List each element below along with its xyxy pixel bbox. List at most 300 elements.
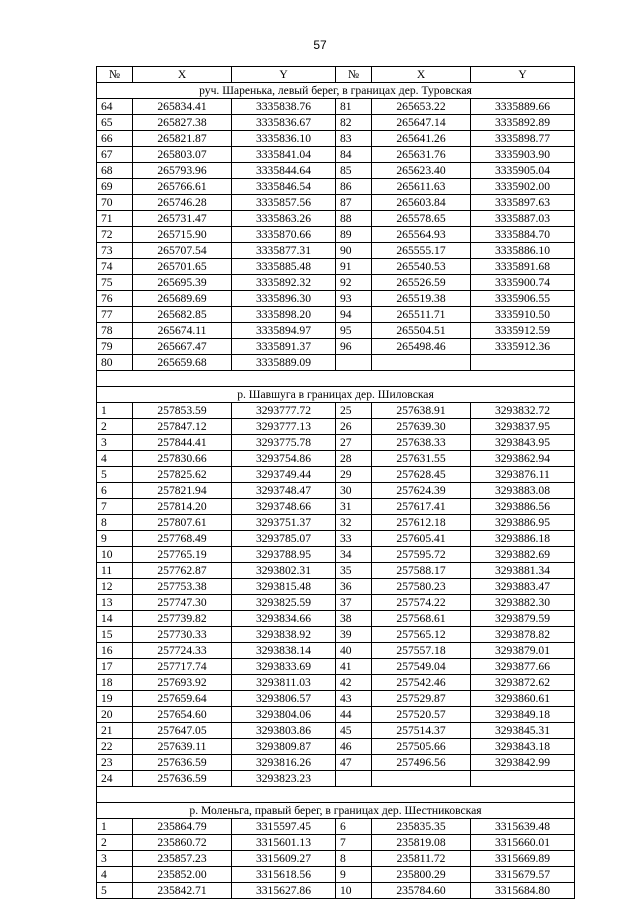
cell-right-y: 3293842.99 [471,755,575,771]
table-row [97,611,575,627]
cell-right-number: 26 [336,419,372,435]
cell-left-x: 265674.11 [133,323,232,339]
cell-right-x: 265653.22 [372,99,471,115]
cell-right-x: 265519.38 [372,291,471,307]
cell-left-y: 3315601.13 [232,835,336,851]
cell-right-x: 265603.84 [372,195,471,211]
table-row [97,435,575,451]
cell-left-number: 2 [97,835,133,851]
section-title: р. Моленьга, правый берег, в границах дер. Шестниковская [97,803,575,819]
cell-right-y: 3293882.30 [471,595,575,611]
cell-left-x: 265682.85 [133,307,232,323]
cell-right-y: 3335892.89 [471,115,575,131]
cell-right-number: 92 [336,275,372,291]
cell-right-number: 29 [336,467,372,483]
cell-right-number: 37 [336,595,372,611]
cell-right-x: 257605.41 [372,531,471,547]
cell-right-number: 85 [336,163,372,179]
cell-left-number: 1 [97,819,133,835]
cell-right-y: 3293886.56 [471,499,575,515]
cell-left-y: 3293748.47 [232,483,336,499]
cell-right-number: 6 [336,819,372,835]
cell-left-y: 3293751.37 [232,515,336,531]
cell-left-x: 235842.71 [133,883,232,899]
cell-left-x: 265793.96 [133,163,232,179]
cell-left-x: 257730.33 [133,627,232,643]
cell-left-y: 3315618.56 [232,867,336,883]
cell-left-x: 257762.87 [133,563,232,579]
cell-right-y: 3293860.61 [471,691,575,707]
cell-left-y: 3293816.26 [232,755,336,771]
cell-right-number: 87 [336,195,372,211]
cell-left-x: 265695.39 [133,275,232,291]
cell-left-x: 257739.82 [133,611,232,627]
table-row [97,707,575,723]
table-row [97,531,575,547]
cell-right-x: 257612.18 [372,515,471,531]
table-row [97,851,575,867]
cell-right-number: 34 [336,547,372,563]
cell-left-y: 3335894.97 [232,323,336,339]
cell-left-number: 22 [97,739,133,755]
cell-right-y: 3293837.95 [471,419,575,435]
cell-left-number: 9 [97,531,133,547]
header-row [97,67,575,83]
cell-right-number: 83 [336,131,372,147]
cell-left-number: 3 [97,851,133,867]
cell-left-x: 265766.61 [133,179,232,195]
table-row [97,339,575,355]
table-row [97,291,575,307]
table-row [97,579,575,595]
section-title: р. Шавшуга в границах дер. Шиловская [97,387,575,403]
cell-left-y: 3293777.13 [232,419,336,435]
cell-right-x: 257580.23 [372,579,471,595]
cell-right-number: 84 [336,147,372,163]
cell-left-x: 257636.59 [133,755,232,771]
table-row [97,627,575,643]
cell-left-y: 3335891.37 [232,339,336,355]
cell-right-y: 3293878.82 [471,627,575,643]
header-y-left: Y [232,67,336,83]
cell-left-x: 265659.68 [133,355,232,371]
cell-left-x: 257821.94 [133,483,232,499]
cell-right-y: 3293843.95 [471,435,575,451]
cell-left-y: 3335892.32 [232,275,336,291]
cell-left-y: 3315627.86 [232,883,336,899]
cell-right-x: 265504.51 [372,323,471,339]
cell-left-number: 73 [97,243,133,259]
cell-right-x: 257638.91 [372,403,471,419]
cell-left-number: 23 [97,755,133,771]
cell-right-y: 3293883.08 [471,483,575,499]
cell-right-y: 3335884.70 [471,227,575,243]
cell-left-x: 235860.72 [133,835,232,851]
cell-left-x: 257847.12 [133,419,232,435]
cell-right-x [372,771,471,787]
cell-left-x: 265689.69 [133,291,232,307]
cell-right-x: 265647.14 [372,115,471,131]
coordinates-table [96,66,575,899]
cell-right-x: 257588.17 [372,563,471,579]
table-row [97,547,575,563]
cell-left-x: 265701.65 [133,259,232,275]
cell-right-x: 257529.87 [372,691,471,707]
cell-right-number: 33 [336,531,372,547]
cell-left-x: 257639.11 [133,739,232,755]
cell-right-x: 257505.66 [372,739,471,755]
cell-left-y: 3335896.30 [232,291,336,307]
cell-left-x: 257724.33 [133,643,232,659]
cell-right-x: 265540.53 [372,259,471,275]
cell-right-number: 88 [336,211,372,227]
cell-right-number: 8 [336,851,372,867]
cell-right-x: 257542.46 [372,675,471,691]
cell-right-number: 42 [336,675,372,691]
section-title: руч. Шаренька, левый берег, в границах дер. Туровская [97,83,575,99]
cell-right-number: 40 [336,643,372,659]
cell-left-x: 265715.90 [133,227,232,243]
cell-left-y: 3293777.72 [232,403,336,419]
table-row [97,739,575,755]
cell-right-y: 3293862.94 [471,451,575,467]
cell-right-number: 31 [336,499,372,515]
cell-right-x: 265555.17 [372,243,471,259]
cell-left-number: 79 [97,339,133,355]
cell-left-y: 3335838.76 [232,99,336,115]
table-row [97,835,575,851]
cell-right-y: 3293877.66 [471,659,575,675]
cell-right-number: 86 [336,179,372,195]
cell-left-number: 18 [97,675,133,691]
section-title-row [97,83,575,99]
cell-left-number: 77 [97,307,133,323]
header-x-left: X [133,67,232,83]
cell-left-number: 13 [97,595,133,611]
cell-left-y: 3335889.09 [232,355,336,371]
cell-left-number: 3 [97,435,133,451]
cell-left-y: 3335836.67 [232,115,336,131]
table-row [97,515,575,531]
table-row [97,259,575,275]
cell-left-number: 5 [97,883,133,899]
cell-right-y: 3293872.62 [471,675,575,691]
cell-left-y: 3293809.87 [232,739,336,755]
table-row [97,147,575,163]
cell-left-x: 235852.00 [133,867,232,883]
cell-left-number: 6 [97,483,133,499]
table-row [97,179,575,195]
cell-right-number: 47 [336,755,372,771]
cell-right-x: 235800.29 [372,867,471,883]
cell-right-y: 3293886.18 [471,531,575,547]
cell-left-y: 3293811.03 [232,675,336,691]
cell-right-x [372,355,471,371]
cell-right-y [471,355,575,371]
cell-right-number: 45 [336,723,372,739]
header-number-left: № [97,67,133,83]
cell-right-number: 44 [336,707,372,723]
cell-left-number: 4 [97,451,133,467]
cell-left-y: 3293833.69 [232,659,336,675]
cell-right-x: 257568.61 [372,611,471,627]
cell-right-number: 90 [336,243,372,259]
cell-left-number: 12 [97,579,133,595]
cell-left-number: 5 [97,467,133,483]
cell-left-number: 68 [97,163,133,179]
cell-right-number: 41 [336,659,372,675]
cell-right-number: 36 [336,579,372,595]
cell-left-x: 257747.30 [133,595,232,611]
table-row [97,163,575,179]
cell-right-y: 3335887.03 [471,211,575,227]
cell-left-x: 257768.49 [133,531,232,547]
cell-left-y: 3293754.86 [232,451,336,467]
cell-left-y: 3315609.27 [232,851,336,867]
table-row [97,99,575,115]
cell-left-x: 265834.41 [133,99,232,115]
cell-right-y: 3335910.50 [471,307,575,323]
cell-right-number [336,355,372,371]
cell-right-x: 257549.04 [372,659,471,675]
cell-right-number [336,771,372,787]
cell-right-y: 3335898.77 [471,131,575,147]
cell-right-number: 30 [336,483,372,499]
cell-left-number: 70 [97,195,133,211]
cell-right-number: 10 [336,883,372,899]
cell-right-x: 257574.22 [372,595,471,611]
cell-left-y: 3293806.57 [232,691,336,707]
table-body [97,83,575,899]
table-row [97,723,575,739]
page-number: 57 [313,38,327,52]
cell-right-x: 265631.76 [372,147,471,163]
cell-left-x: 265827.38 [133,115,232,131]
table-row [97,195,575,211]
table-row [97,883,575,899]
cell-right-x: 257631.55 [372,451,471,467]
cell-left-y: 3335836.10 [232,131,336,147]
cell-right-x: 257496.56 [372,755,471,771]
cell-left-x: 265707.54 [133,243,232,259]
cell-left-number: 7 [97,499,133,515]
cell-left-number: 15 [97,627,133,643]
cell-left-number: 10 [97,547,133,563]
cell-right-y: 3293879.59 [471,611,575,627]
cell-left-x: 257717.74 [133,659,232,675]
cell-right-number: 39 [336,627,372,643]
cell-left-y: 3293834.66 [232,611,336,627]
cell-left-x: 257636.59 [133,771,232,787]
cell-right-x: 257617.41 [372,499,471,515]
cell-left-y: 3315597.45 [232,819,336,835]
table-row [97,867,575,883]
cell-left-number: 17 [97,659,133,675]
cell-right-y: 3335912.59 [471,323,575,339]
cell-right-number: 32 [336,515,372,531]
cell-left-number: 72 [97,227,133,243]
cell-right-number: 91 [336,259,372,275]
cell-right-y: 3335906.55 [471,291,575,307]
cell-right-number: 46 [336,739,372,755]
cell-left-number: 8 [97,515,133,531]
cell-right-y: 3315684.80 [471,883,575,899]
cell-left-number: 11 [97,563,133,579]
cell-left-number: 78 [97,323,133,339]
cell-left-number: 19 [97,691,133,707]
cell-left-x: 265746.28 [133,195,232,211]
cell-right-x: 257557.18 [372,643,471,659]
table-row [97,467,575,483]
section-spacer-row [97,787,575,803]
cell-left-x: 257830.66 [133,451,232,467]
cell-left-y: 3293815.48 [232,579,336,595]
cell-left-x: 257807.61 [133,515,232,531]
cell-left-x: 257659.64 [133,691,232,707]
cell-left-x: 265821.87 [133,131,232,147]
cell-left-y: 3335863.26 [232,211,336,227]
table-row [97,771,575,787]
cell-left-number: 20 [97,707,133,723]
table-row [97,691,575,707]
cell-right-y: 3315669.89 [471,851,575,867]
table-row [97,499,575,515]
cell-left-y: 3335885.48 [232,259,336,275]
cell-right-x: 265526.59 [372,275,471,291]
table-row [97,355,575,371]
table-row [97,131,575,147]
cell-left-x: 257654.60 [133,707,232,723]
cell-right-y: 3293881.34 [471,563,575,579]
cell-left-y: 3293748.66 [232,499,336,515]
cell-right-number: 93 [336,291,372,307]
cell-right-y: 3335891.68 [471,259,575,275]
table-row [97,563,575,579]
cell-left-number: 24 [97,771,133,787]
table-row [97,675,575,691]
cell-left-y: 3335846.54 [232,179,336,195]
cell-right-number: 27 [336,435,372,451]
section-spacer-row [97,371,575,387]
cell-right-number: 7 [336,835,372,851]
table-row [97,755,575,771]
cell-left-y: 3335857.56 [232,195,336,211]
cell-right-y: 3293886.95 [471,515,575,531]
table-row [97,819,575,835]
cell-right-x: 257595.72 [372,547,471,563]
cell-right-y: 3335886.10 [471,243,575,259]
cell-left-x: 265803.07 [133,147,232,163]
table-row [97,307,575,323]
table-row [97,323,575,339]
cell-right-number: 96 [336,339,372,355]
cell-left-x: 257844.41 [133,435,232,451]
cell-left-number: 80 [97,355,133,371]
cell-left-number: 21 [97,723,133,739]
table-row [97,403,575,419]
cell-left-number: 2 [97,419,133,435]
cell-right-y: 3293832.72 [471,403,575,419]
cell-left-x: 235857.23 [133,851,232,867]
cell-right-x: 257514.37 [372,723,471,739]
cell-left-y: 3293823.23 [232,771,336,787]
cell-right-x: 265623.40 [372,163,471,179]
cell-right-x: 235835.35 [372,819,471,835]
cell-right-x: 265611.63 [372,179,471,195]
cell-left-y: 3293788.95 [232,547,336,563]
cell-right-x: 265578.65 [372,211,471,227]
cell-right-y: 3293876.11 [471,467,575,483]
cell-right-y: 3293882.69 [471,547,575,563]
table-row [97,227,575,243]
cell-right-x: 257639.30 [372,419,471,435]
cell-right-y: 3335902.00 [471,179,575,195]
cell-right-number: 82 [336,115,372,131]
cell-right-y: 3335889.66 [471,99,575,115]
table-row [97,643,575,659]
section-title-row [97,387,575,403]
cell-right-y: 3315679.57 [471,867,575,883]
cell-right-y: 3315639.48 [471,819,575,835]
cell-right-y: 3335912.36 [471,339,575,355]
cell-left-x: 257765.19 [133,547,232,563]
cell-left-number: 14 [97,611,133,627]
header-y-right: Y [471,67,575,83]
header-x-right: X [372,67,471,83]
cell-left-number: 1 [97,403,133,419]
cell-right-number: 89 [336,227,372,243]
cell-left-number: 69 [97,179,133,195]
cell-left-number: 4 [97,867,133,883]
cell-left-x: 257753.38 [133,579,232,595]
cell-right-x: 265511.71 [372,307,471,323]
cell-right-x: 257565.12 [372,627,471,643]
cell-left-y: 3335844.64 [232,163,336,179]
cell-left-y: 3293838.92 [232,627,336,643]
cell-right-number: 95 [336,323,372,339]
cell-right-y: 3335903.90 [471,147,575,163]
cell-right-y: 3293883.47 [471,579,575,595]
cell-left-x: 257647.05 [133,723,232,739]
table-row [97,659,575,675]
cell-left-x: 265731.47 [133,211,232,227]
cell-right-y: 3335905.04 [471,163,575,179]
cell-left-y: 3293803.86 [232,723,336,739]
cell-right-x: 235811.72 [372,851,471,867]
table-row [97,275,575,291]
cell-left-x: 257814.20 [133,499,232,515]
table-row [97,243,575,259]
cell-left-y: 3293775.78 [232,435,336,451]
cell-left-x: 257693.92 [133,675,232,691]
table-row [97,211,575,227]
cell-right-x: 265498.46 [372,339,471,355]
cell-left-y: 3293804.06 [232,707,336,723]
cell-left-y: 3335870.66 [232,227,336,243]
cell-left-y: 3335877.31 [232,243,336,259]
cell-right-number: 9 [336,867,372,883]
cell-left-x: 257853.59 [133,403,232,419]
cell-right-y: 3293845.31 [471,723,575,739]
cell-left-number: 64 [97,99,133,115]
section-spacer [97,371,575,387]
cell-left-y: 3293785.07 [232,531,336,547]
cell-right-number: 38 [336,611,372,627]
cell-right-x: 257628.45 [372,467,471,483]
cell-left-x: 257825.62 [133,467,232,483]
cell-right-x: 257624.39 [372,483,471,499]
cell-right-y: 3293843.18 [471,739,575,755]
